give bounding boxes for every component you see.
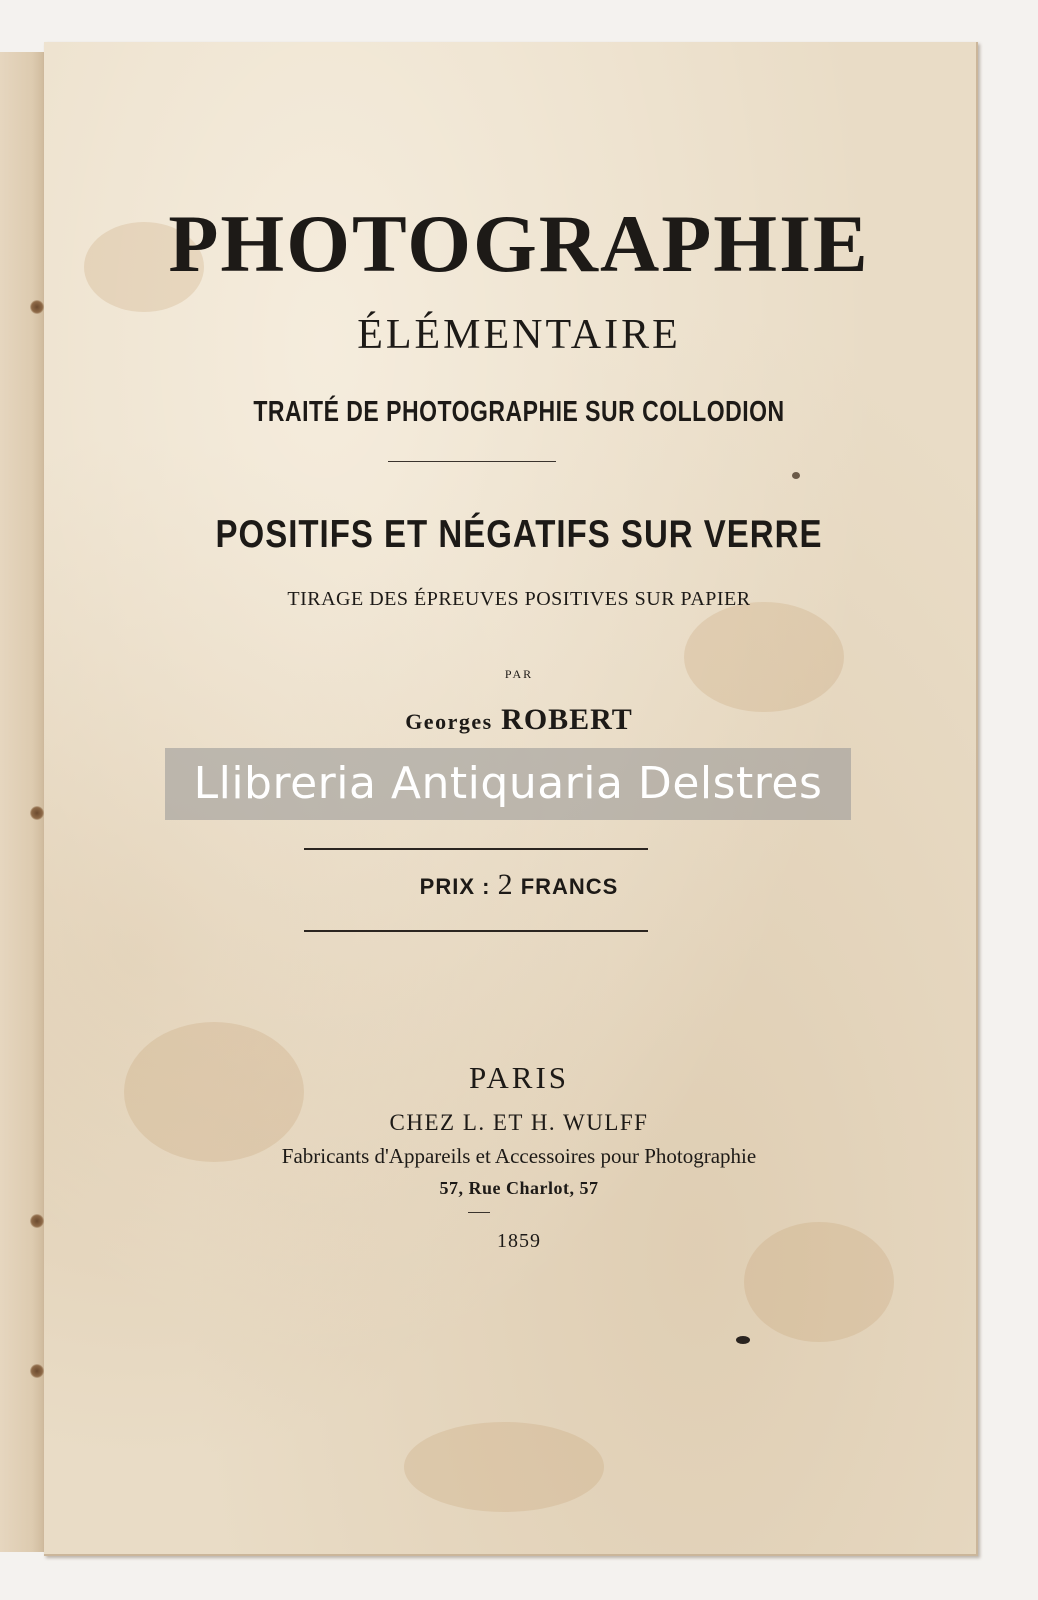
- foxing-stain: [404, 1422, 604, 1512]
- book-subtitle: ÉLÉMENTAIRE: [357, 312, 681, 358]
- ink-spot: [736, 1336, 750, 1344]
- price-line: [0, 868, 1038, 904]
- publication-year: 1859: [497, 1230, 541, 1252]
- price-rule-top: [304, 848, 648, 850]
- by-label: PAR: [504, 667, 534, 681]
- author-last-name: ROBERT: [501, 703, 633, 736]
- book-title: PHOTOGRAPHIE: [168, 198, 870, 289]
- price-rule-bottom: [304, 930, 648, 932]
- binding-stitch: [30, 1214, 44, 1228]
- author-first-name: Georges: [405, 709, 493, 734]
- publisher-name: CHEZ L. ET H. WULFF: [389, 1110, 649, 1135]
- binding-stitch: [30, 1364, 44, 1378]
- ink-spot: [792, 472, 800, 479]
- foxing-stain: [684, 602, 844, 712]
- publisher-description: Fabricants d'Appareils et Accessoires pour Photographie: [281, 1144, 757, 1168]
- watermark-text: Llibreria Antiquaria Delstres: [193, 758, 823, 809]
- author-name: [0, 700, 1038, 742]
- divider-tiny: [468, 1212, 490, 1213]
- imprint-city: PARIS: [468, 1060, 570, 1095]
- price-value: 2: [497, 868, 514, 901]
- watermark-band: [165, 748, 851, 820]
- binding-stitch: [30, 806, 44, 820]
- section-title: POSITIFS ET NÉGATIFS SUR VERRE: [215, 511, 823, 556]
- price-unit: FRANCS: [520, 874, 619, 899]
- divider-short: [388, 461, 556, 462]
- publisher-address: 57, Rue Charlot, 57: [439, 1178, 599, 1198]
- treatise-line: TRAITÉ DE PHOTOGRAPHIE SUR COLLODION: [253, 394, 785, 428]
- price-label: PRIX :: [419, 874, 491, 899]
- section-subtitle: TIRAGE DES ÉPREUVES POSITIVES SUR PAPIER: [287, 588, 751, 610]
